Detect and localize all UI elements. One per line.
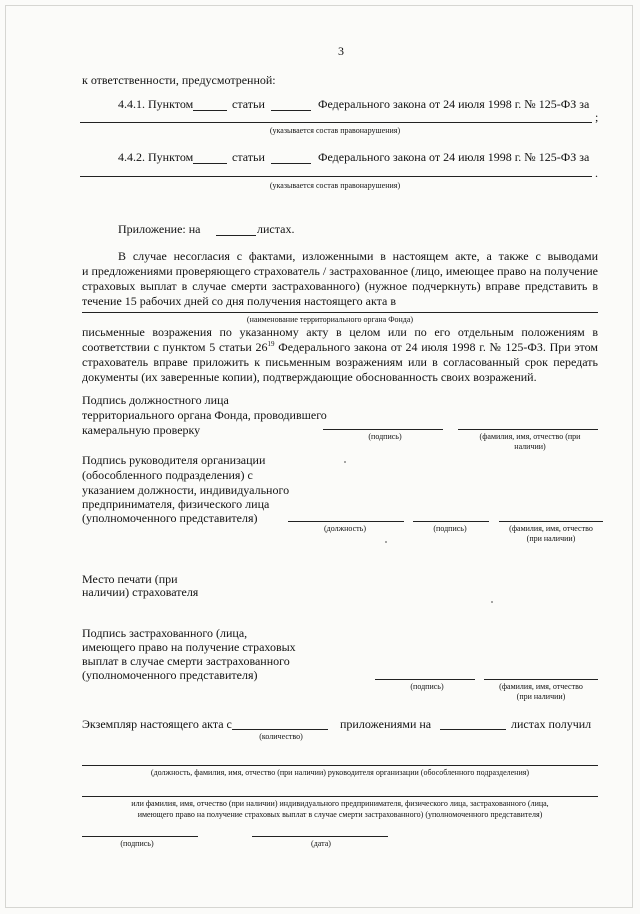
- item-442-article-blank[interactable]: [271, 163, 311, 164]
- insured-label-2: имеющего право на получение страховых: [82, 640, 296, 654]
- page-number: 3: [338, 44, 344, 58]
- insured-label-3: выплат в случае смерти застрахованного: [82, 654, 290, 668]
- official-name-caption-2: наличии): [514, 442, 546, 451]
- item-441-end-mark: ;: [595, 110, 599, 124]
- copy-quantity-line[interactable]: [232, 729, 328, 730]
- item-442-caption: (указывается состав правонарушения): [269, 181, 401, 190]
- footer-person-line[interactable]: [82, 796, 598, 797]
- insured-name-caption-2: (при наличии): [516, 692, 566, 701]
- footer-caption-2a: или фамилия, имя, отчество (при наличии) индивидуального предпринимателя, физического лица, застрахованного (лица,: [131, 799, 549, 808]
- disagreement-line-6-sup: 19: [267, 340, 275, 348]
- official-label-2: территориального органа Фонда, проводившего: [82, 408, 327, 422]
- disagreement-line-6: [82, 340, 598, 355]
- attachment-prefix: Приложение: на: [118, 222, 201, 236]
- insured-signature-caption: (подпись): [410, 682, 444, 691]
- head-label-4: предпринимателя, физического лица: [82, 497, 270, 511]
- copy-sheets-line[interactable]: [440, 729, 506, 730]
- attachment-sheets-blank[interactable]: [216, 235, 256, 236]
- seal-label-2: наличии) страхователя: [82, 585, 199, 599]
- official-name-line[interactable]: [458, 429, 598, 430]
- item-441-point-blank[interactable]: [193, 110, 227, 111]
- head-label-5: (уполномоченного представителя): [82, 511, 258, 525]
- insured-signature-line[interactable]: [375, 679, 475, 680]
- disagreement-line-4: течение 15 рабочих дней со дня получения настоящего акта в: [82, 294, 397, 308]
- item-441-article: статьи: [232, 97, 265, 111]
- head-label-1: Подпись руководителя организации: [82, 453, 266, 467]
- insured-name-line[interactable]: [484, 679, 598, 680]
- item-442-end-mark: .: [595, 166, 598, 180]
- scan-speck: [491, 601, 493, 603]
- footer-position-line[interactable]: [82, 765, 598, 766]
- head-label-3: указанием должности, индивидуального: [82, 483, 290, 497]
- official-signature-caption: (подпись): [368, 432, 402, 441]
- official-signature-line[interactable]: [323, 429, 443, 430]
- item-442-violation-line[interactable]: [80, 176, 592, 177]
- fund-caption: (наименование территориального органа Фонда): [246, 315, 414, 324]
- item-441-law: Федерального закона от 24 июля 1998 г. № 125-ФЗ за: [318, 97, 590, 111]
- head-label-2: (обособленного подразделения) с: [82, 468, 253, 482]
- insured-name-caption-1: (фамилия, имя, отчество: [499, 682, 583, 691]
- disagreement-line-1: В случае несогласия с фактами, изложенными в настоящем акте, а также с выводами: [118, 249, 598, 263]
- item-442-point-blank[interactable]: [193, 163, 227, 164]
- scan-speck: [385, 541, 387, 543]
- disagreement-line-5: письменные возражения по указанному акту в целом или по его отдельным положениям в: [82, 325, 598, 339]
- attachment-suffix: листах.: [257, 222, 295, 236]
- official-label-1: Подпись должностного лица: [82, 393, 229, 407]
- scan-speck: [344, 461, 346, 463]
- disagreement-line-2: и предложениями проверяющего страхователь / застрахованное (лицо, имеющее право на получение: [82, 264, 598, 278]
- footer-date-caption: (дата): [311, 839, 331, 848]
- head-position-line[interactable]: [288, 521, 404, 522]
- head-name-caption-2: (при наличии): [526, 534, 576, 543]
- item-441-caption: (указывается состав правонарушения): [269, 126, 401, 135]
- head-position-caption: (должность): [324, 524, 366, 533]
- footer-signature-caption: (подпись): [120, 839, 154, 848]
- item-442-prefix: 4.4.2. Пунктом: [118, 150, 194, 164]
- head-name-line[interactable]: [499, 521, 603, 522]
- copy-received-prefix: Экземпляр настоящего акта с: [82, 717, 232, 731]
- disagreement-line-7: страхователь вправе приложить к письменным возражениям или в согласованный срок передать: [82, 355, 598, 369]
- responsibility-intro: к ответственности, предусмотренной:: [82, 73, 276, 87]
- disagreement-line-3: страховых выплат в случае смерти застрахованного) (нужное подчеркнуть) вправе представить в: [82, 279, 598, 293]
- item-441-article-blank[interactable]: [271, 110, 311, 111]
- head-signature-caption: (подпись): [433, 524, 467, 533]
- disagreement-line-8: документы (их заверенные копии), подтверждающие обоснованность своих возражений.: [82, 370, 537, 384]
- fund-name-line[interactable]: [82, 312, 598, 313]
- head-signature-line[interactable]: [413, 521, 489, 522]
- footer-date-line[interactable]: [252, 836, 388, 837]
- copy-received-middle: приложениями на: [340, 717, 432, 731]
- item-441-violation-line[interactable]: [80, 122, 592, 123]
- footer-caption-2b: имеющего право на получение страховых выплат в случае смерти застрахованного) (уполномоченного представителя): [137, 810, 543, 819]
- item-442-law: Федерального закона от 24 июля 1998 г. № 125-ФЗ за: [318, 150, 590, 164]
- disagreement-line-6b: Федерального закона от 24 июля 1998 г. № 125-ФЗ. При этом: [274, 340, 598, 354]
- seal-label-1: Место печати (при: [82, 572, 178, 586]
- official-name-caption-1: (фамилия, имя, отчество (при: [479, 432, 581, 441]
- item-441-prefix: 4.4.1. Пунктом: [118, 97, 194, 111]
- disagreement-line-6a: соответствии с пунктом 5 статьи 26: [82, 340, 268, 354]
- head-name-caption-1: (фамилия, имя, отчество: [509, 524, 593, 533]
- footer-caption-1: (должность, фамилия, имя, отчество (при наличии) руководителя организации (обособленного подразделения): [150, 768, 530, 777]
- copy-quantity-caption: (количество): [259, 732, 303, 741]
- insured-label-4: (уполномоченного представителя): [82, 668, 258, 682]
- official-label-3: камеральную проверку: [82, 423, 201, 437]
- footer-signature-line[interactable]: [82, 836, 198, 837]
- insured-label-1: Подпись застрахованного (лица,: [82, 626, 248, 640]
- item-442-article: статьи: [232, 150, 265, 164]
- copy-received-suffix: листах получил: [511, 717, 592, 731]
